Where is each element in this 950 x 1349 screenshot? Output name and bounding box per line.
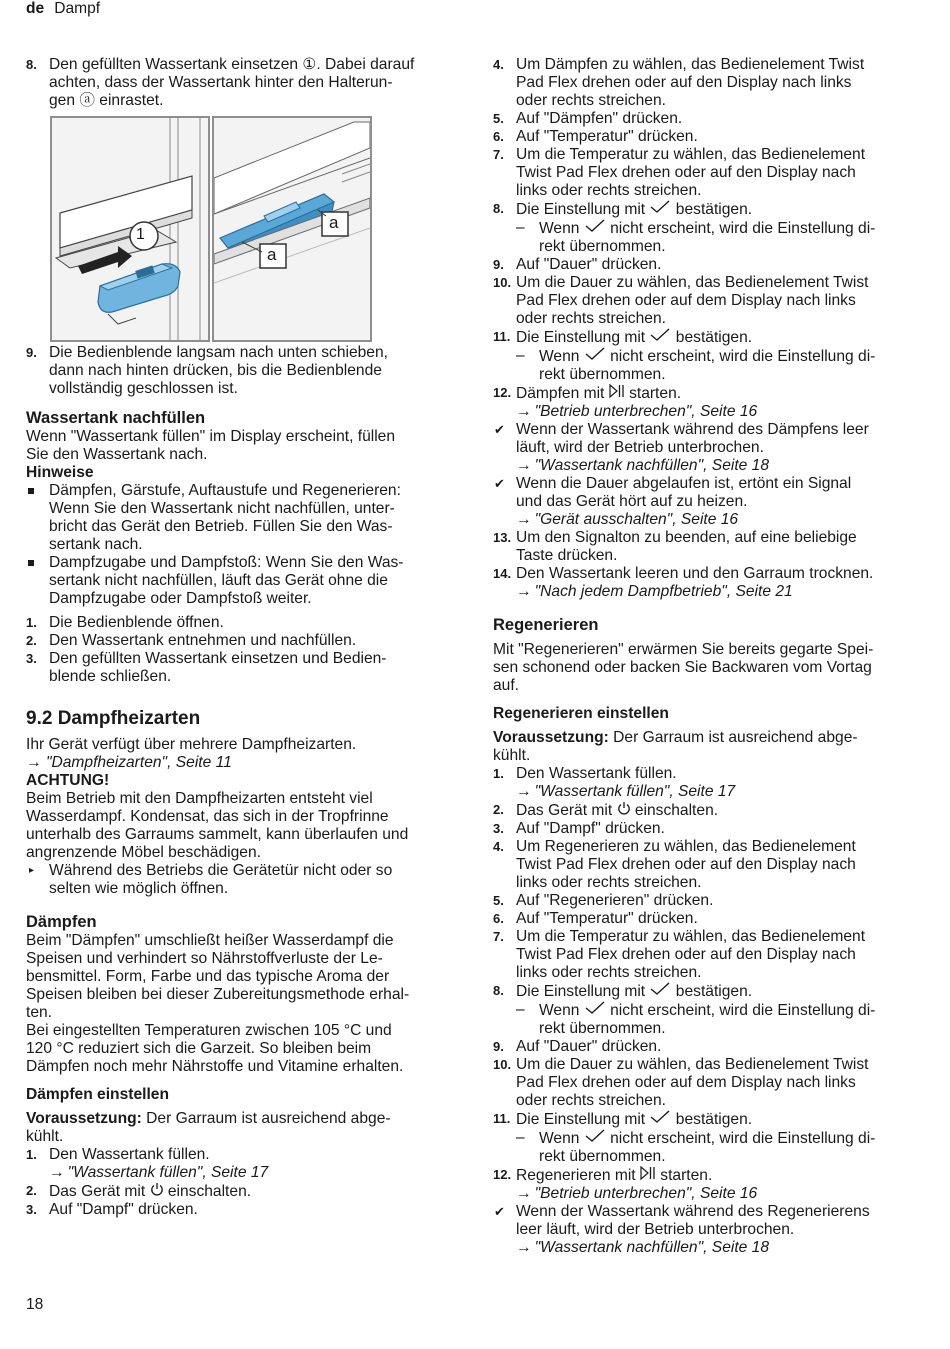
text-line: Mit "Regenerieren" erwärmen Sie bereits gegarte Spei- — [493, 641, 874, 658]
text-line: dann nach hinten drücken, bis die Bedienblende — [49, 362, 382, 379]
text-line: ten. — [26, 1004, 53, 1021]
text-part: starten. — [624, 385, 682, 402]
start-pause-icon — [640, 1166, 656, 1180]
heading-hinweise: Hinweise — [26, 464, 94, 481]
steam-step-1 — [26, 1146, 451, 1164]
text-line: links oder rechts streichen. — [516, 874, 702, 891]
regen-step-10 — [493, 1056, 918, 1110]
text-line: rekt übernommen. — [539, 1148, 666, 1165]
text-part: Die Einstellung mit — [516, 329, 650, 346]
step-number: 2. — [26, 633, 37, 648]
reference-link[interactable]: "Wassertank nachfüllen", Seite 18 — [534, 1239, 770, 1256]
heading-daempfen: Dämpfen — [26, 913, 97, 931]
checkmark-icon — [584, 219, 606, 233]
steam-step-6 — [493, 128, 918, 146]
heating-intro: Ihr Gerät verfügt über mehrere Dampfheizarten. — [26, 736, 357, 753]
text-line: Pad Flex drehen oder auf dem Display nach links — [516, 292, 856, 309]
dash-icon: – — [516, 347, 525, 364]
hint-bullet-1 — [26, 482, 451, 554]
text-line: Pad Flex drehen oder auf dem Display nach links — [516, 1074, 856, 1091]
text-part: Wenn — [539, 1002, 584, 1019]
text-line: Während des Betriebs die Gerätetür nicht oder so — [49, 862, 393, 879]
regen-description — [493, 641, 918, 695]
text-line: Den Wassertank leeren und den Garraum trocknen. — [516, 565, 874, 582]
checkmark-icon — [584, 1001, 606, 1015]
hint-bullet-2 — [26, 554, 451, 608]
power-icon — [150, 1182, 164, 1196]
steam-step-11-note — [493, 347, 918, 384]
text-part: Die Einstellung mit — [516, 983, 650, 1000]
step-number: 1. — [493, 766, 504, 781]
text-part: starten. — [655, 1167, 713, 1184]
text-line: 120 °C reduziert sich die Garzeit. So bleiben beim — [26, 1040, 372, 1057]
text-line: leer läuft, wird der Betrieb unterbrochen. — [516, 1221, 795, 1238]
text-line: gen ⓐ einrastet. — [49, 92, 164, 109]
text-line: Den Wassertank entnehmen und nachfüllen. — [49, 632, 357, 649]
text-line: Um Regenerieren zu wählen, das Bedienelement — [516, 838, 856, 855]
text-line: Twist Pad Flex drehen oder auf den Display nach — [516, 856, 856, 873]
text-line: unterhalb des Garraums sammelt, kann überlaufen und — [26, 826, 409, 843]
step-9-close-panel — [26, 344, 451, 398]
text-line: läuft, wird der Betrieb unterbrochen. — [516, 439, 764, 456]
text-part: Regenerieren mit — [516, 1167, 640, 1184]
cross-reference — [493, 1185, 918, 1203]
text-line: und das Gerät hört auf zu heizen. — [516, 493, 748, 510]
step-number: 3. — [493, 821, 504, 836]
text-part: Wenn — [539, 220, 584, 237]
text-line: Um Dämpfen zu wählen, das Bedienelement Twist — [516, 56, 865, 73]
text-line: Auf "Dauer" drücken. — [516, 256, 662, 273]
cross-reference — [493, 1239, 918, 1257]
step-number: 9. — [493, 1039, 504, 1054]
text-line: Um die Temperatur zu wählen, das Bedienelement — [516, 928, 866, 945]
text-line: Wenn Sie den Wassertank nicht nachfüllen, unter- — [49, 500, 395, 517]
step-number: 1. — [26, 615, 37, 630]
prerequisite — [493, 729, 918, 747]
text-line: Wenn der Wassertank während des Dämpfens leer — [516, 421, 869, 438]
text-line: Twist Pad Flex drehen oder auf den Display nach — [516, 164, 856, 181]
text-line: rekt übernommen. — [539, 366, 666, 383]
text-line: sen schonend oder backen Sie Backwaren vom Vortag — [493, 659, 872, 676]
refill-step-2 — [26, 632, 451, 650]
checkmark-icon — [584, 347, 606, 361]
text-line: sertank nach. — [49, 536, 143, 553]
text-line: Der Garraum ist ausreichend abge- — [608, 729, 858, 746]
step-number: 2. — [493, 802, 504, 817]
text-line: Taste drücken. — [516, 547, 618, 564]
heading-achtung: ACHTUNG! — [26, 772, 110, 789]
text-line: Um die Temperatur zu wählen, das Bedienelement — [516, 146, 866, 163]
tank-holders-drawing — [214, 118, 370, 340]
steam-step-3 — [26, 1201, 451, 1219]
text-line: Um die Dauer zu wählen, das Bedienelement Twist — [516, 274, 869, 291]
text-part: bestätigen. — [671, 1111, 753, 1128]
heading-dampfheizarten: 9.2 Dampfheizarten — [26, 708, 201, 729]
text-line: sertank nicht nachfüllen, läuft das Gerät ohne die — [49, 572, 388, 589]
text-line: oder rechts streichen. — [516, 92, 666, 109]
text-line: Um den Signalton zu beenden, auf eine beliebige — [516, 529, 857, 546]
text-part: Wenn — [539, 1130, 584, 1147]
reference-link[interactable]: "Wassertank füllen", Seite 17 — [534, 783, 736, 800]
check-result-icon: ✔ — [494, 422, 505, 437]
text-line: Auf "Dampf" drücken. — [49, 1201, 198, 1218]
step-number: 9. — [493, 257, 504, 272]
regen-step-11 — [493, 1110, 918, 1129]
insert-tank-drawing — [52, 118, 208, 340]
text-line: Um die Dauer zu wählen, das Bedienelement Twist — [516, 1056, 869, 1073]
illustration-tank-holders — [212, 116, 372, 342]
step-number: 6. — [493, 911, 504, 926]
prerequisite — [26, 1110, 451, 1128]
step-number: 12. — [493, 1167, 512, 1182]
label-a-lower: a — [267, 245, 277, 264]
text-line: blende schließen. — [49, 668, 172, 685]
text-line: links oder rechts streichen. — [516, 182, 702, 199]
text-line: selten wie möglich öffnen. — [49, 880, 229, 897]
label-a-upper: a — [329, 213, 339, 232]
step-number: 11. — [493, 329, 511, 344]
reference-link[interactable]: "Wassertank füllen", Seite 17 — [67, 1164, 269, 1181]
arrow-icon: → — [516, 783, 532, 800]
check-result-icon: ✔ — [494, 1204, 505, 1219]
step-number: 11. — [493, 1111, 511, 1126]
text-part: Die Einstellung mit — [516, 1111, 650, 1128]
refill-step-3 — [26, 650, 451, 686]
refill-step-1 — [26, 614, 451, 632]
text-line: Beim "Dämpfen" umschließt heißer Wasserdampf die — [26, 932, 394, 949]
steam-step-4 — [493, 56, 918, 110]
refill-intro — [26, 428, 451, 464]
step-number: 8. — [493, 201, 504, 216]
cross-reference — [26, 1164, 451, 1182]
step-number: 7. — [493, 929, 504, 944]
arrow-icon: → — [516, 1239, 532, 1256]
regen-step-1 — [493, 765, 918, 783]
text-part: bestätigen. — [671, 329, 753, 346]
checkmark-icon — [649, 1110, 671, 1124]
cross-reference — [493, 403, 918, 421]
arrow-icon: → — [516, 457, 532, 474]
reference-link[interactable]: "Betrieb unterbrechen", Seite 16 — [534, 1185, 758, 1202]
reference-link[interactable]: "Gerät ausschalten", Seite 16 — [534, 511, 739, 528]
text-part: Das Gerät mit — [516, 802, 617, 819]
action-item — [26, 862, 451, 898]
checkmark-icon — [649, 328, 671, 342]
step-number: 8. — [26, 57, 37, 72]
label-one: 1 — [136, 226, 145, 243]
section-name: Dampf — [54, 0, 101, 17]
text-line: Auf "Dauer" drücken. — [516, 1038, 662, 1055]
illustration-insert-tank — [50, 116, 210, 342]
checkmark-icon — [649, 982, 671, 996]
prerequisite-label: Voraussetzung: — [493, 729, 609, 746]
start-pause-icon — [609, 384, 625, 398]
text-line: auf. — [493, 677, 520, 694]
page-header — [26, 0, 100, 18]
page-number: 18 — [26, 1296, 44, 1313]
text-line: Wasserdampf. Kondensat, das sich in der Tropfrinne — [26, 808, 389, 825]
checkmark-icon — [649, 200, 671, 214]
arrow-icon: → — [49, 1164, 65, 1181]
text-line: bricht das Gerät den Betrieb. Füllen Sie den Was- — [49, 518, 393, 535]
steam-step-5 — [493, 110, 918, 128]
dash-icon: – — [516, 1001, 525, 1018]
reference-link[interactable]: "Nach jedem Dampfbetrieb", Seite 21 — [534, 583, 793, 600]
arrow-icon: → — [516, 403, 532, 420]
text-part: Dämpfen mit — [516, 385, 609, 402]
triangle-bullet-icon: ▸ — [29, 865, 35, 876]
steam-step-11 — [493, 328, 918, 347]
text-line: Pad Flex drehen oder auf den Display nach links — [516, 74, 852, 91]
steam-step-9 — [493, 256, 918, 274]
step-8-insert-tank — [26, 56, 451, 110]
result-1 — [493, 1203, 918, 1239]
cross-reference — [493, 783, 918, 801]
steam-step-2 — [26, 1182, 451, 1201]
warning-text — [26, 790, 451, 862]
reference-link[interactable]: "Wassertank nachfüllen", Seite 18 — [534, 457, 770, 474]
text-line: Auf "Temperatur" drücken. — [516, 910, 698, 927]
regen-step-7 — [493, 928, 918, 982]
dash-icon: – — [516, 219, 525, 236]
heading-daempfen-einstellen: Dämpfen einstellen — [26, 1086, 169, 1103]
text-line: Bei eingestellten Temperaturen zwischen 105 °C und — [26, 1022, 392, 1039]
square-bullet-icon — [28, 560, 34, 566]
text-line: achten, dass der Wassertank hinter den Halterun- — [49, 74, 393, 91]
regen-step-5 — [493, 892, 918, 910]
text-line: Den Wassertank füllen. — [516, 765, 677, 782]
heading-regenerieren: Regenerieren — [493, 616, 599, 634]
steam-step-8-note — [493, 219, 918, 256]
step-number: 10. — [493, 1057, 512, 1072]
text-line: Den Wassertank füllen. — [49, 1146, 210, 1163]
text-line: Den gefüllten Wassertank einsetzen und Bedien- — [49, 650, 387, 667]
tank-illustrations — [50, 116, 451, 344]
text-line: Der Garraum ist ausreichend abge- — [141, 1110, 391, 1127]
prerequisite-label: Voraussetzung: — [26, 1110, 142, 1127]
text-part: nicht erscheint, wird die Einstellung di- — [605, 1130, 876, 1147]
text-part: Das Gerät mit — [49, 1183, 150, 1200]
text-line: oder rechts streichen. — [516, 310, 666, 327]
steam-step-13 — [493, 529, 918, 565]
text-line: Twist Pad Flex drehen oder auf den Display nach — [516, 946, 856, 963]
text-line: Die Bedienblende langsam nach unten schieben, — [49, 344, 388, 361]
step-number: 12. — [493, 385, 512, 400]
text-part: nicht erscheint, wird die Einstellung di- — [605, 220, 876, 237]
regen-step-11-note — [493, 1129, 918, 1166]
text-line: angrenzende Möbel beschädigen. — [26, 844, 261, 861]
result-2 — [493, 475, 918, 511]
cross-reference — [493, 583, 918, 601]
steam-step-10 — [493, 274, 918, 328]
step-number: 1. — [26, 1147, 37, 1162]
language-code: de — [26, 0, 45, 17]
text-line: kühlt. — [26, 1128, 64, 1145]
text-part: Wenn — [539, 348, 584, 365]
cross-reference — [26, 754, 451, 772]
steam-step-14 — [493, 565, 918, 583]
regen-step-2 — [493, 801, 918, 820]
text-line: Speisen bleiben bei dieser Zubereitungsmethode erhal- — [26, 986, 410, 1003]
arrow-icon: → — [26, 754, 42, 771]
arrow-icon: → — [516, 1185, 532, 1202]
text-line: Dämpfen noch mehr Nährstoffe und Vitamine erhalten. — [26, 1058, 404, 1075]
text-line: vollständig geschlossen ist. — [49, 380, 238, 397]
dash-icon: – — [516, 1129, 525, 1146]
cross-reference — [493, 457, 918, 475]
regen-step-4 — [493, 838, 918, 892]
step-number: 13. — [493, 530, 512, 545]
text-line: links oder rechts streichen. — [516, 964, 702, 981]
step-number: 14. — [493, 566, 512, 581]
cross-reference — [493, 511, 918, 529]
text-line: Auf "Dämpfen" drücken. — [516, 110, 683, 127]
step-number: 2. — [26, 1183, 37, 1198]
left-column — [26, 56, 451, 1219]
steam-description — [26, 932, 451, 1076]
step-number: 10. — [493, 275, 512, 290]
steam-step-12 — [493, 384, 918, 403]
text-line: Auf "Dampf" drücken. — [516, 820, 665, 837]
text-line: rekt übernommen. — [539, 1020, 666, 1037]
text-line: bensmittel. Form, Farbe und das typische Aroma der — [26, 968, 390, 985]
text-line: kühlt. — [493, 747, 531, 764]
check-result-icon: ✔ — [494, 476, 505, 491]
reference-link[interactable]: "Dampfheizarten", Seite 11 — [45, 754, 232, 771]
heading-regenerieren-einstellen: Regenerieren einstellen — [493, 705, 669, 722]
regen-step-8-note — [493, 1001, 918, 1038]
text-line: oder rechts streichen. — [516, 1092, 666, 1109]
step-number: 3. — [26, 651, 37, 666]
text-line: Den gefüllten Wassertank einsetzen ①. Dabei darauf — [49, 56, 415, 73]
right-column — [493, 56, 918, 1257]
step-number: 6. — [493, 129, 504, 144]
checkmark-icon — [584, 1129, 606, 1143]
text-line: Die Bedienblende öffnen. — [49, 614, 224, 631]
result-1 — [493, 421, 918, 457]
regen-step-3 — [493, 820, 918, 838]
text-line: Wenn "Wassertank füllen" im Display erscheint, füllen — [26, 428, 396, 445]
text-part: bestätigen. — [671, 201, 753, 218]
regen-step-12 — [493, 1166, 918, 1185]
text-line: Wenn die Dauer abgelaufen ist, ertönt ein Signal — [516, 475, 852, 492]
regen-step-6 — [493, 910, 918, 928]
step-number: 8. — [493, 983, 504, 998]
text-line: Dämpfen, Gärstufe, Auftaustufe und Regenerieren: — [49, 482, 401, 499]
text-line: Auf "Regenerieren" drücken. — [516, 892, 714, 909]
text-part: einschalten. — [163, 1183, 252, 1200]
arrow-icon: → — [516, 583, 532, 600]
step-number: 4. — [493, 839, 504, 854]
text-line: Dampfzugabe und Dampfstoß: Wenn Sie den Was- — [49, 554, 404, 571]
step-number: 3. — [26, 1202, 37, 1217]
steam-step-8 — [493, 200, 918, 219]
text-line: Auf "Temperatur" drücken. — [516, 128, 698, 145]
arrow-icon: → — [516, 511, 532, 528]
text-part: nicht erscheint, wird die Einstellung di- — [605, 1002, 876, 1019]
regen-step-8 — [493, 982, 918, 1001]
step-number: 7. — [493, 147, 504, 162]
text-part: einschalten. — [630, 802, 719, 819]
square-bullet-icon — [28, 488, 34, 494]
step-number: 5. — [493, 111, 504, 126]
text-part: nicht erscheint, wird die Einstellung di- — [605, 348, 876, 365]
steam-step-7 — [493, 146, 918, 200]
step-number: 9. — [26, 345, 37, 360]
heading-wassertank-nachfuellen: Wassertank nachfüllen — [26, 409, 206, 427]
text-line: Wenn der Wassertank während des Regenerierens — [516, 1203, 870, 1220]
text-line: Speisen und verhindert so Nährstoffverluste der Le- — [26, 950, 383, 967]
step-number: 4. — [493, 57, 504, 72]
text-line: Beim Betrieb mit den Dampfheizarten entsteht viel — [26, 790, 373, 807]
text-line: Dampfzugabe oder Dampfstoß weiter. — [49, 590, 312, 607]
text-line: Sie den Wassertank nach. — [26, 446, 208, 463]
step-number: 5. — [493, 893, 504, 908]
reference-link[interactable]: "Betrieb unterbrechen", Seite 16 — [534, 403, 758, 420]
power-icon — [617, 801, 631, 815]
regen-step-9 — [493, 1038, 918, 1056]
text-part: bestätigen. — [671, 983, 753, 1000]
text-part: Die Einstellung mit — [516, 201, 650, 218]
text-line: rekt übernommen. — [539, 238, 666, 255]
